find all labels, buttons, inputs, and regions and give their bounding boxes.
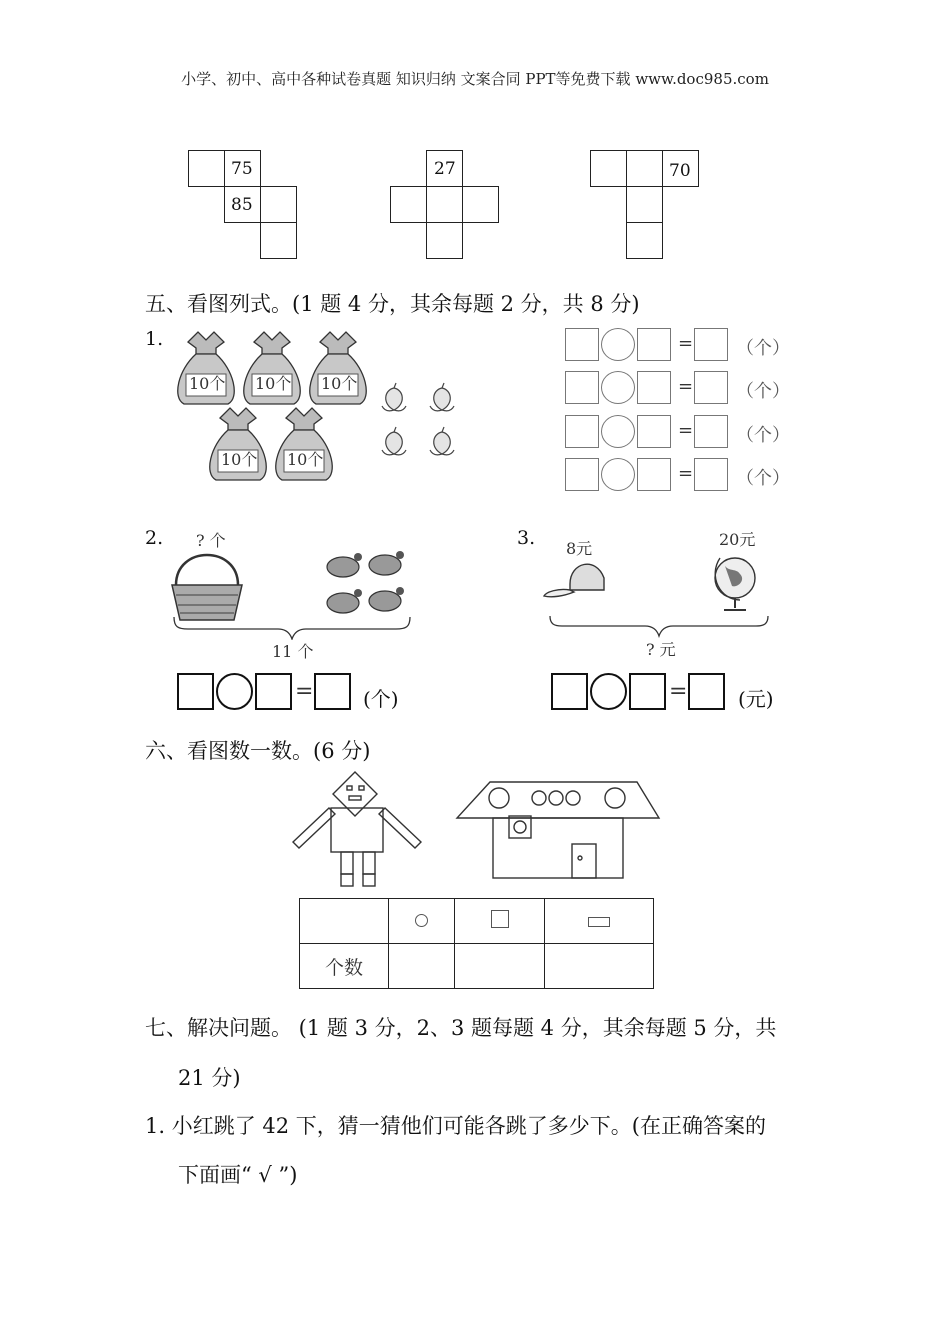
count-cell-square[interactable] [455, 944, 545, 989]
circle-column-header [389, 899, 455, 944]
operator-circle[interactable] [601, 328, 635, 361]
section-7-title-continued: 21 分) [178, 1066, 241, 1090]
total-label: 11 个 [272, 642, 314, 661]
operator-circle[interactable] [601, 371, 635, 404]
question-number: 3. [517, 527, 536, 549]
unit-label: （个） [736, 338, 790, 359]
row-label: 个数 [300, 944, 389, 989]
section-7-title: 七、解决问题。 (1 题 3 分，2、3 题每题 4 分，其余每题 5 分，共 [145, 1016, 777, 1040]
question-number: 1. [145, 328, 164, 350]
answer-box[interactable] [565, 328, 599, 361]
grid-value: 85 [231, 195, 253, 215]
section-6-title: 六、看图数一数。(6 分) [145, 739, 371, 763]
rectangle-column-header [545, 899, 654, 944]
answer-box[interactable] [551, 673, 588, 710]
page-header: 小学、初中、高中各种试卷真题 知识归纳 文案合同 PPT等免费下载 www.doc985.com [181, 70, 769, 88]
answer-box[interactable] [637, 458, 671, 491]
answer-box[interactable] [694, 415, 728, 448]
question-1-text: 1. 小红跳了 42 下，猜一猜他们可能各跳了多少下。(在正确答案的 [145, 1114, 766, 1138]
square-column-header [455, 899, 545, 944]
count-cell-circle[interactable] [389, 944, 455, 989]
grid-value: 27 [434, 159, 456, 179]
operator-circle[interactable] [601, 458, 635, 491]
globe-price: 20元 [719, 530, 756, 549]
bag-label: 10个 [255, 374, 292, 393]
bag-label: 10个 [321, 374, 358, 393]
unit-label: （个） [736, 468, 790, 489]
answer-box[interactable] [629, 673, 666, 710]
square-icon [491, 910, 509, 928]
answer-box[interactable] [694, 328, 728, 361]
bag-label: 10个 [287, 450, 324, 469]
cap-globe-illustration [540, 548, 775, 638]
question-number: 2. [145, 527, 164, 549]
bag-label: 10个 [189, 374, 226, 393]
answer-box[interactable] [637, 371, 671, 404]
answer-box[interactable] [565, 371, 599, 404]
answer-box[interactable] [255, 673, 292, 710]
grid-value: 70 [669, 161, 691, 181]
section-5-title: 五、看图列式。(1 题 4 分，其余每题 2 分，共 8 分) [145, 292, 640, 316]
operator-circle[interactable] [590, 673, 627, 710]
answer-box[interactable] [177, 673, 214, 710]
operator-circle[interactable] [216, 673, 253, 710]
unit-label: （个） [736, 381, 790, 402]
answer-box[interactable] [565, 415, 599, 448]
unit-label: (元) [738, 687, 774, 711]
bag-label: 10个 [221, 450, 258, 469]
answer-box[interactable] [637, 415, 671, 448]
grid-value: 75 [231, 159, 253, 179]
circle-icon [415, 914, 428, 927]
total-label: ? 元 [646, 640, 676, 659]
rectangle-icon [588, 917, 610, 927]
answer-box[interactable] [694, 371, 728, 404]
answer-box[interactable] [694, 458, 728, 491]
question-1-text-continued: 下面画“ √ ”) [178, 1163, 298, 1187]
count-cell-rectangle[interactable] [545, 944, 654, 989]
shape-figures-illustration [285, 770, 665, 890]
operator-circle[interactable] [601, 415, 635, 448]
basket-eggplant-illustration [168, 545, 418, 640]
unknown-count-label: ? 个 [196, 531, 226, 550]
unit-label: (个) [363, 687, 399, 711]
count-table [299, 898, 654, 989]
answer-box[interactable] [637, 328, 671, 361]
unit-label: （个） [736, 425, 790, 446]
answer-box[interactable] [688, 673, 725, 710]
answer-box[interactable] [314, 673, 351, 710]
answer-box[interactable] [565, 458, 599, 491]
cap-price: 8元 [566, 539, 593, 558]
table-header-blank [300, 899, 389, 944]
